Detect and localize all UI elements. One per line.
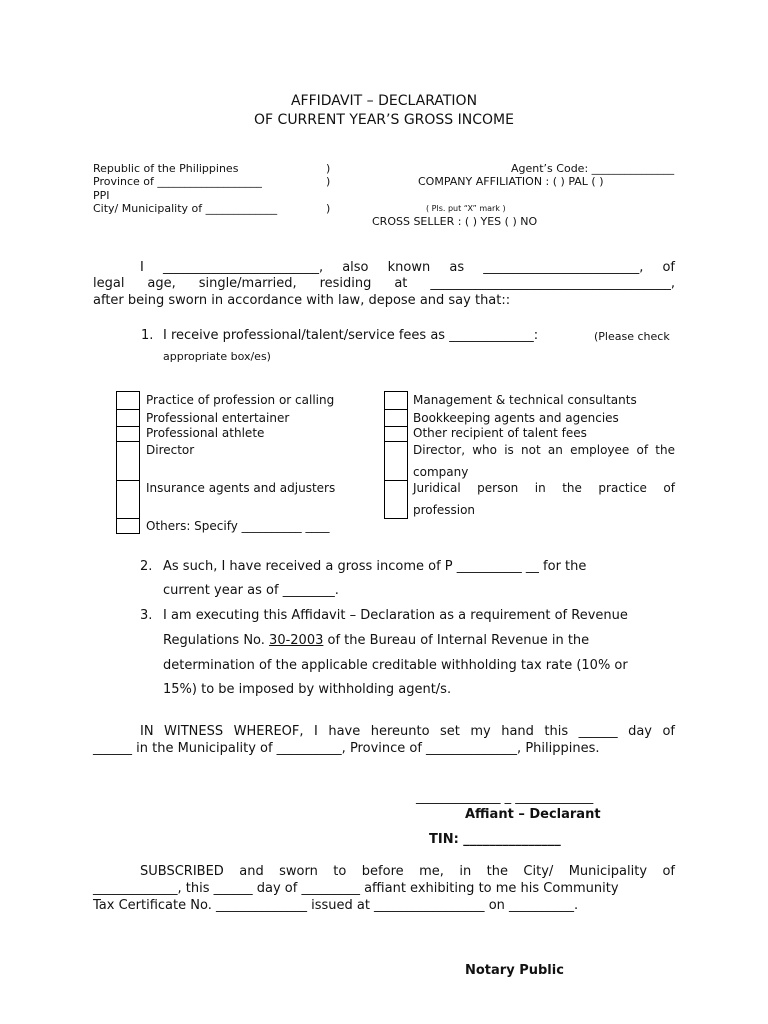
check-label: Management & technical consultants — [413, 393, 637, 407]
intro-line1: I ________________________, also known as ________________________, of — [140, 260, 675, 275]
company-affiliation-field: COMPANY AFFILIATION : ( ) PAL ( ) — [418, 175, 604, 188]
check-label: Professional entertainer — [146, 411, 290, 425]
check-label: Insurance agents and adjusters — [146, 481, 336, 495]
check-label: Others: Specify __________ ____ — [146, 519, 330, 533]
regulations-rest: of the Bureau of Internal Revenue in the — [323, 633, 590, 648]
item2-number: 2. — [140, 559, 153, 574]
checkbox-director[interactable] — [116, 441, 140, 481]
check-label: Bookkeeping agents and agencies — [413, 411, 619, 425]
affiant-label: Affiant – Declarant — [465, 807, 601, 822]
check-label: Juridical person in the practice of — [413, 481, 675, 495]
checkbox-professional-entertainer[interactable] — [116, 409, 140, 427]
regulations-label: Regulations No. — [163, 633, 270, 648]
checkbox-management-consultants[interactable] — [384, 391, 408, 410]
item1-note2: appropriate box/es) — [163, 350, 271, 363]
checkbox-professional-athlete[interactable] — [116, 426, 140, 442]
republic-label: Republic of the Philippines — [93, 162, 239, 175]
ppi-label: PPI — [93, 189, 110, 202]
checkbox-director-not-employee[interactable] — [384, 441, 408, 481]
checkbox-other-talent-fees[interactable] — [384, 426, 408, 442]
paren: ) — [326, 175, 331, 188]
agent-code-field: Agent’s Code: _______________ — [511, 162, 675, 175]
check-label: profession — [413, 503, 476, 517]
item1-text: I receive professional/talent/service fees as _____________: — [163, 328, 539, 343]
checkbox-juridical-person[interactable] — [384, 480, 408, 519]
check-label: Professional athlete — [146, 426, 265, 440]
item2-line2: current year as of ________. — [163, 583, 339, 598]
document-title-line2: OF CURRENT YEAR’S GROSS INCOME — [254, 112, 514, 128]
checkbox-practice-profession[interactable] — [116, 391, 140, 410]
witness-line1: IN WITNESS WHEREOF, I have hereunto set my hand this ______ day of — [140, 724, 675, 739]
item3-line4: 15%) to be imposed by withholding agent/s. — [163, 682, 452, 697]
paren: ) — [326, 162, 331, 175]
document-title-line1: AFFIDAVIT – DECLARATION — [290, 93, 478, 109]
intro-line2: legal age, single/married, residing at _____________________________________, — [93, 276, 675, 291]
cross-seller-field: CROSS SELLER : ( ) YES ( ) NO — [372, 215, 538, 228]
item3-line1: I am executing this Affidavit – Declaration as a requirement of Revenue — [163, 608, 628, 623]
item3-line3: determination of the applicable creditable withholding tax rate (10% or — [163, 658, 628, 673]
tin-field: TIN: _______________ — [429, 832, 561, 847]
subscribed-line3: Tax Certificate No. ______________ issued at _________________ on __________. — [93, 898, 579, 913]
city-field: City/ Municipality of _____________ — [93, 202, 278, 215]
check-label: Director — [146, 443, 195, 457]
province-field: Province of ___________________ — [93, 175, 262, 188]
intro-line3: after being sworn in accordance with law, depose and say that:: — [93, 293, 511, 308]
checkbox-others[interactable] — [116, 518, 140, 534]
checkbox-bookkeeping-agents[interactable] — [384, 409, 408, 427]
check-label: Practice of profession or calling — [146, 393, 335, 407]
regulation-number: 30-2003 — [269, 633, 324, 648]
item2-line1: As such, I have received a gross income of P __________ __ for the — [163, 559, 587, 574]
check-label: company — [413, 465, 469, 479]
item3-number: 3. — [140, 608, 153, 623]
checkbox-insurance-agents[interactable] — [116, 480, 140, 519]
check-label: Other recipient of talent fees — [413, 426, 587, 440]
item1-number: 1. — [141, 328, 154, 343]
signature-line: _____________ _ ____________ — [416, 790, 594, 805]
mark-note: ( Pls. put “X” mark ) — [426, 204, 506, 213]
subscribed-line1: SUBSCRIBED and sworn to before me, in the City/ Municipality of — [140, 864, 675, 879]
check-label: Director, who is not an employee of the — [413, 443, 675, 457]
subscribed-line2: _____________, this ______ day of _________ affiant exhibiting to me his Community — [93, 881, 619, 896]
paren: ) — [326, 202, 331, 215]
notary-public-label: Notary Public — [465, 963, 564, 978]
item3-line2 — [163, 633, 589, 648]
witness-line2: ______ in the Municipality of __________, Province of ______________, Philippines. — [93, 741, 600, 756]
item1-note: (Please check — [594, 330, 670, 343]
